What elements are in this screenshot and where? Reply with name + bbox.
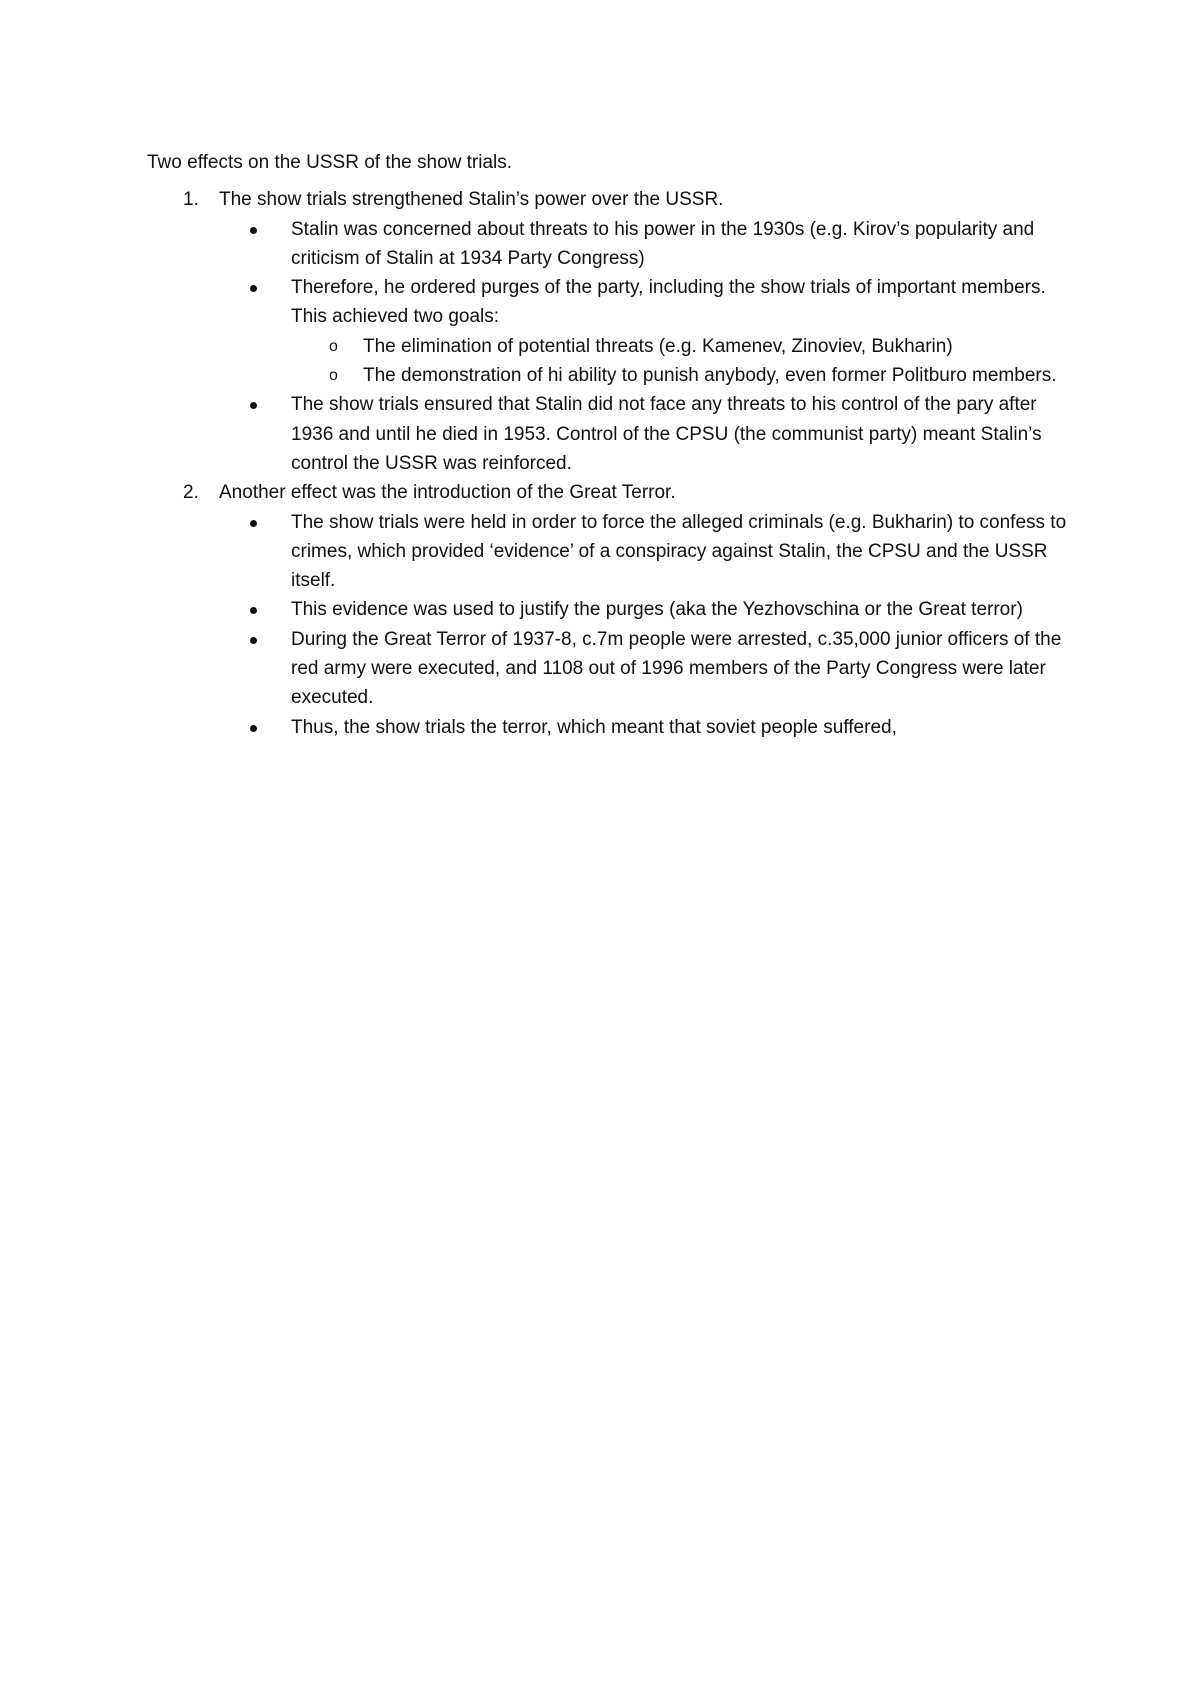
- bullet-item: [147, 273, 1067, 332]
- bullet-text: During the Great Terror of 1937-8, c.7m people were arrested, c.35,000 junior officers of the red army were executed, and 1108 out of 1996 members of the Party Congress were later executed.: [291, 628, 1062, 709]
- numbered-item-1: [147, 185, 1067, 214]
- item-heading: The show trials strengthened Stalin’s power over the USSR.: [219, 189, 724, 211]
- bullet-item: [147, 625, 1067, 713]
- bullet-icon: [250, 637, 257, 644]
- sub-bullet-item: [147, 361, 1067, 390]
- sub-bullet-text: The demonstration of hi ability to punish anybody, even former Politburo members.: [363, 365, 1057, 387]
- sub-bullet-text: The elimination of potential threats (e.g. Kamenev, Zinoviev, Bukharin): [363, 335, 953, 357]
- bullet-item: [147, 595, 1067, 624]
- numbered-item-2: [147, 478, 1067, 507]
- bullet-icon: [250, 520, 257, 527]
- bullet-item: [147, 215, 1067, 274]
- bullet-item: [147, 713, 1067, 742]
- bullet-text: Thus, the show trials the terror, which meant that soviet people suffered,: [291, 716, 897, 738]
- item-heading: Another effect was the introduction of the Great Terror.: [219, 482, 676, 504]
- bullet-icon: [250, 725, 257, 732]
- document-title: Two effects on the USSR of the show trials.: [147, 152, 513, 173]
- bullet-text: The show trials ensured that Stalin did not face any threats to his control of the pary after 1936 and until he died in 1953. Control of the CPSU (the communist party) meant Stalin’s control the USSR was reinforced.: [291, 394, 1042, 474]
- bullet-text: Stalin was concerned about threats to his power in the 1930s (e.g. Kirov’s popularity and criticism of Stalin at 1934 Party Congress): [291, 218, 1035, 269]
- bullet-text: This evidence was used to justify the purges (aka the Yezhovschina or the Great terror): [291, 599, 1023, 621]
- bullet-icon: [250, 607, 257, 614]
- hollow-circle-icon: o: [329, 337, 338, 355]
- item-number: 1.: [183, 189, 199, 211]
- bullet-icon: [250, 285, 257, 292]
- sub-bullet-item: [147, 332, 1067, 361]
- bullet-item: [147, 508, 1067, 596]
- bullet-text: Therefore, he ordered purges of the party, including the show trials of important members. This achieved two goals:: [291, 277, 1046, 328]
- bullet-item: [147, 390, 1067, 478]
- item-number: 2.: [183, 482, 199, 504]
- bullet-text: The show trials were held in order to force the alleged criminals (e.g. Bukharin) to confess to crimes, which provided ‘evidence’ of a conspiracy against Stalin, the CPSU and the USSR itself.: [291, 511, 1067, 592]
- document-body: [147, 148, 1067, 742]
- bullet-icon: [250, 227, 257, 234]
- bullet-icon: [250, 402, 257, 409]
- hollow-circle-icon: o: [329, 367, 338, 385]
